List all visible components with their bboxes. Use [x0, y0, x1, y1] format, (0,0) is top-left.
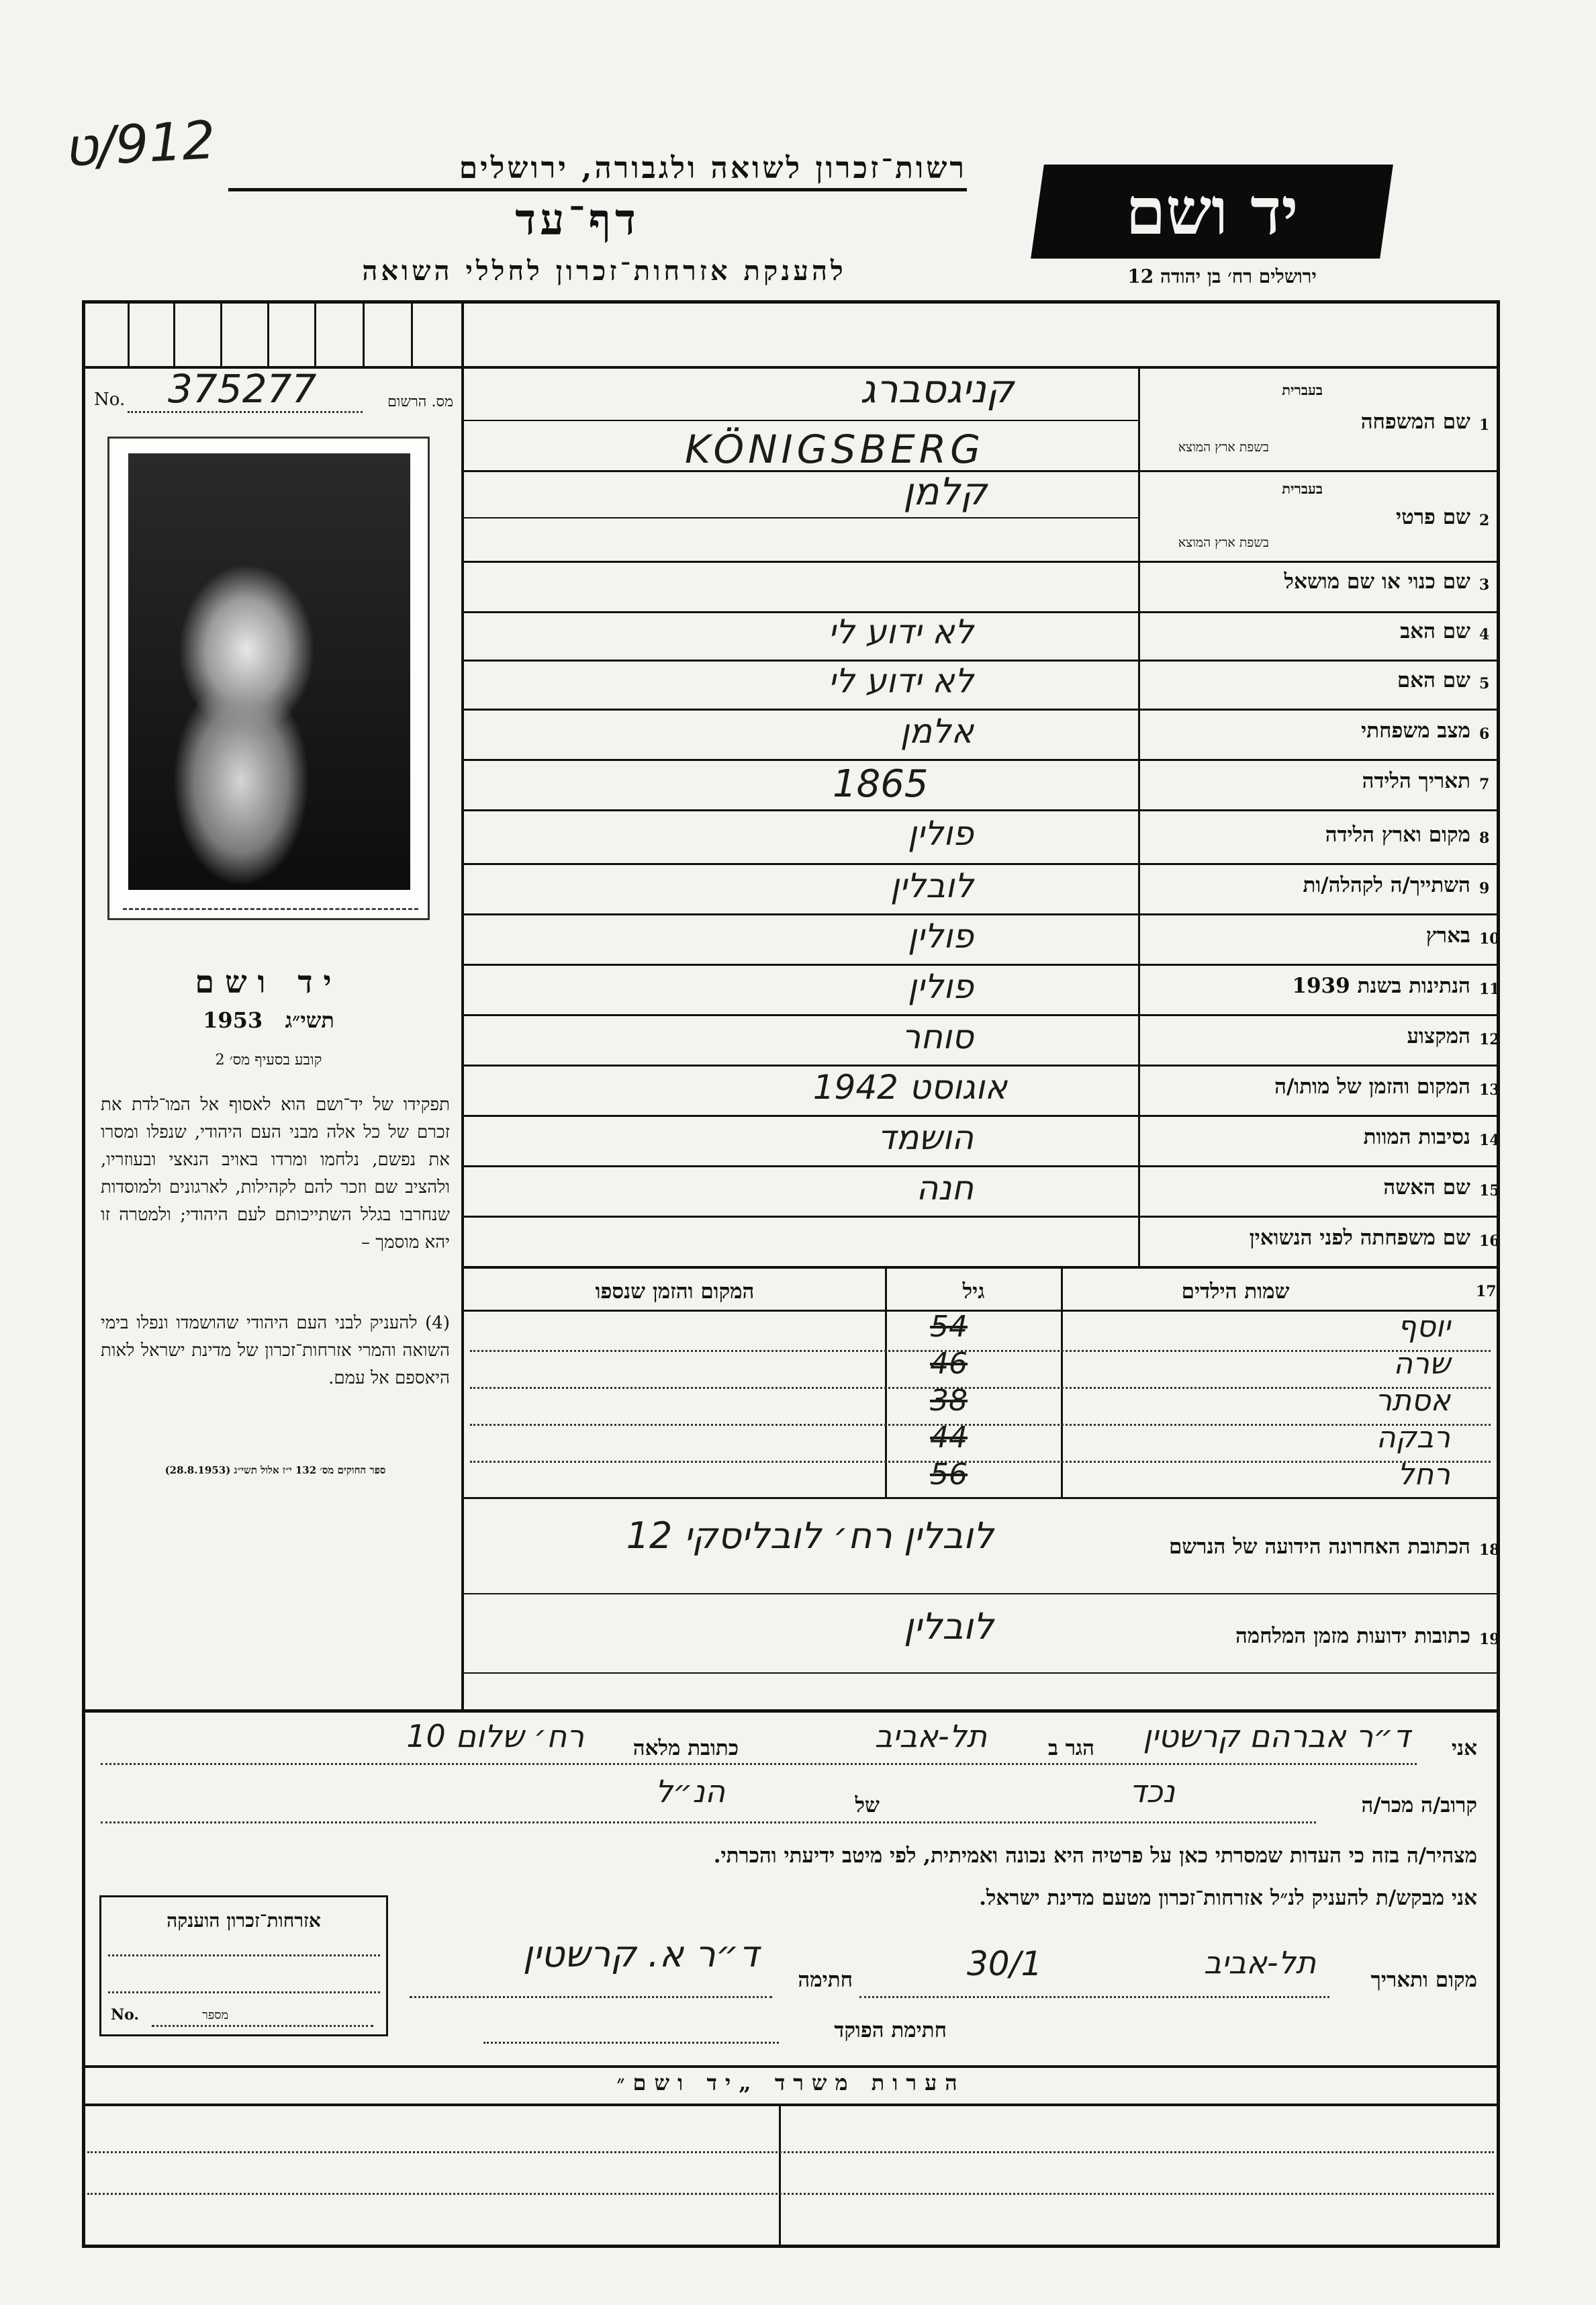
field-4-label: שם האב [1400, 619, 1470, 643]
field-8-label: מקום וארץ הלידה [1325, 823, 1470, 847]
field-10-label: בארץ [1425, 923, 1470, 948]
children-place-header: המקום והזמן שנספו [595, 1279, 755, 1304]
notes-title: הערות משרד „יד ושם״ [616, 2070, 966, 2095]
child-name[interactable]: יוסף [1397, 1310, 1450, 1344]
profession[interactable]: סוחר [902, 1018, 974, 1056]
registration-number: 375277 [168, 366, 317, 412]
field-2-sub-hebrew: בעברית [1282, 480, 1323, 497]
decl-relative: קרוב/ה מכר/ה [1361, 1793, 1477, 1817]
reg-no-label: No. [94, 390, 126, 410]
declarant-city[interactable]: תל-אביב [874, 1718, 987, 1754]
signature[interactable]: ד״ר א. קרשטין [522, 1933, 759, 1975]
notes-area[interactable] [82, 2106, 1500, 2247]
field-18-label: הכתובת האחרונה הידועה של הנרשם [1168, 1535, 1470, 1559]
field-12-number: 12 [1479, 1031, 1500, 1048]
child-age[interactable]: 38 [930, 1384, 968, 1418]
field-3-number: 3 [1479, 576, 1490, 594]
field-14-number: 14 [1479, 1132, 1500, 1149]
decl-of: של [855, 1793, 880, 1817]
death-circumstances[interactable]: הושמד [878, 1118, 974, 1157]
child-name[interactable]: רבקה [1376, 1420, 1450, 1455]
field-19-number: 19 [1479, 1631, 1500, 1648]
reg-number-label: מס. הרשום [387, 394, 453, 410]
child-age[interactable]: 46 [930, 1347, 968, 1381]
relation[interactable]: נכד [1129, 1773, 1175, 1809]
children-age-header: גיל [962, 1279, 985, 1304]
field-7-label: תאריך הלידה [1362, 769, 1470, 793]
field-13-number: 13 [1479, 1081, 1500, 1099]
photo-caption: יד ושם [195, 964, 342, 1000]
law-text-1: תפקידו של יד־ושם הוא לאסוף אל המו־לדת את זכרם של כל אלה מבני העם היהודי, שנפלו ומסרו את נפשם, נלחמו ומרדו באויב הנאצי ובעוזריו, ולהציב שם וזכר להם לקהילות, לארגונים ולמוסדות שנחרבו בגלל השתייכותם לעם היהודי; ולמטרה זו יהא מוסמך – [101, 1095, 450, 1253]
child-name[interactable]: אסתר [1375, 1384, 1450, 1418]
law-text-2: (4) להעניק לבני העם היהודי שהושמדו ונפלו בימי השואה והמרי אזרחות־זכרון של מדינת ישראל לאות היאספם אל עמם. [101, 1313, 450, 1388]
father-name[interactable]: לא ידוע לי [828, 613, 974, 651]
portrait-image [128, 453, 410, 890]
field-2-number: 2 [1479, 512, 1490, 529]
sign-place[interactable]: תל-אביב [1203, 1944, 1316, 1981]
field-11-number: 11 [1479, 981, 1500, 998]
child-name[interactable]: שרה [1393, 1347, 1450, 1381]
decl-statement-1: מצהיר/ה בזה כי העדות שמסרתי כאן על פרטיה היא נכונה ואמיתית, לפי מיטב ידיעתי והכרתי. [713, 1844, 1477, 1868]
org-name: רשות־זכרון לשואה ולגבורה, ירושלים [459, 151, 967, 185]
field-5-label: שם האם [1397, 668, 1470, 692]
children-names-header: שמות הילדים [1181, 1279, 1290, 1304]
field-8-number: 8 [1479, 829, 1490, 847]
field-1-sub-local: בשפת ארץ המוצא [1178, 440, 1269, 455]
declarant-address[interactable]: רח׳ שלום 10 [406, 1718, 584, 1754]
field-9-label: השתייך/ה לקהלה/ות [1303, 873, 1470, 897]
field-16-label: שם משפחתה לפני הנשואין [1249, 1226, 1470, 1250]
decl-officer-label: חתימת הפוקד [834, 2018, 947, 2042]
child-age[interactable]: 44 [930, 1420, 968, 1455]
birth-place[interactable]: פולין [907, 814, 974, 853]
declarant-name[interactable]: ד״ר אברהם קרשטין [1143, 1718, 1410, 1754]
first-name-hebrew[interactable]: קלמן [903, 470, 987, 514]
sign-date[interactable]: 30/1 [967, 1944, 1043, 1983]
form-title: דף־עד [515, 195, 640, 245]
field-13-label: המקום והזמן של מותו/ה [1274, 1075, 1470, 1099]
wartime-addresses[interactable]: לובלין [903, 1605, 994, 1647]
country[interactable]: פולין [907, 917, 974, 956]
handwritten-reference: 912/ט [62, 110, 217, 179]
field-3-label: שם כנוי או שם מושאל [1284, 570, 1470, 594]
field-4-number: 4 [1479, 626, 1490, 643]
child-name[interactable]: רחל [1397, 1457, 1450, 1492]
field-2-label: שם פרטי [1395, 505, 1470, 529]
wife-name[interactable]: חנה [916, 1169, 974, 1208]
death-place-time[interactable]: אוגוסט 1942 [812, 1068, 1007, 1107]
year-line: תשי״ג 1953 [203, 1007, 334, 1033]
field-5-number: 5 [1479, 675, 1490, 692]
decl-place-date: מקום ותאריך [1370, 1968, 1477, 1992]
award-box-title: אזרחות־זכרון הוענקה [167, 1909, 321, 1932]
field-2-sub-local: בשפת ארץ המוצא [1178, 535, 1269, 550]
field-18-number: 18 [1479, 1541, 1500, 1559]
decl-statement-2: אני מבקש/ת להעניק לנ״ל אזרחות־זכרון מטעם מדינת ישראל. [979, 1886, 1477, 1910]
portrait-photo [107, 437, 430, 920]
birth-date[interactable]: 1865 [833, 762, 929, 806]
field-15-number: 15 [1479, 1182, 1500, 1200]
field-1-number: 1 [1479, 416, 1490, 434]
law-footer: ספר החוקים מס׳ 132 י״ז אלול תשי״ג (28.8.1953) [165, 1464, 386, 1476]
of-value[interactable]: הנ״ל [655, 1773, 725, 1809]
last-address[interactable]: לובלין רח׳ לובליסקי 12 [626, 1515, 994, 1557]
yad-vashem-logo: יד ושם [1031, 165, 1393, 259]
field-12-label: המקצוע [1407, 1024, 1470, 1048]
child-age[interactable]: 56 [930, 1457, 968, 1492]
law-reference: קובע בסעיף מס׳ 2 [215, 1052, 322, 1069]
field-17-number: 17 [1476, 1283, 1497, 1300]
marital-status[interactable]: אלמן [900, 712, 974, 751]
award-box-no: No. [111, 2006, 140, 2024]
logo-address: ירושלים רח׳ בן יהודה 12 [1127, 265, 1317, 287]
field-10-number: 10 [1479, 930, 1500, 948]
decl-ani: אני [1451, 1736, 1477, 1760]
child-age[interactable]: 54 [930, 1310, 968, 1344]
award-box [99, 1895, 388, 2036]
decl-residing: הגר ב [1047, 1736, 1094, 1760]
surname-hebrew[interactable]: קניגסברג [859, 366, 1014, 412]
field-6-label: מצב משפחתי [1361, 719, 1470, 743]
field-1-sub-hebrew: בעברית [1282, 381, 1323, 398]
surname-local[interactable]: KÖNIGSBERG [685, 426, 985, 472]
award-box-number-label: מספר [202, 2008, 229, 2022]
field-6-number: 6 [1479, 725, 1490, 743]
field-9-number: 9 [1479, 880, 1490, 897]
field-19-label: כתובות ידועות מזמן המלחמה [1235, 1624, 1470, 1648]
form-subtitle: להענקת אזרחות־זכרון לחללי השואה [362, 255, 847, 287]
mother-name[interactable]: לא ידוע לי [828, 662, 974, 700]
field-14-label: נסיבות המוות [1363, 1125, 1470, 1149]
community[interactable]: לובלין [890, 866, 974, 905]
field-16-number: 16 [1479, 1232, 1500, 1250]
field-11-label: הנתינות בשנת 1939 [1292, 974, 1470, 998]
decl-full-address: כתובת מלאה [632, 1736, 739, 1760]
decl-signature-label: חתימה [798, 1968, 853, 1992]
field-1-label: שם המשפחה [1360, 410, 1470, 434]
field-7-number: 7 [1479, 776, 1490, 793]
field-15-label: שם האשה [1383, 1175, 1470, 1200]
nationality-1939[interactable]: פולין [907, 967, 974, 1006]
